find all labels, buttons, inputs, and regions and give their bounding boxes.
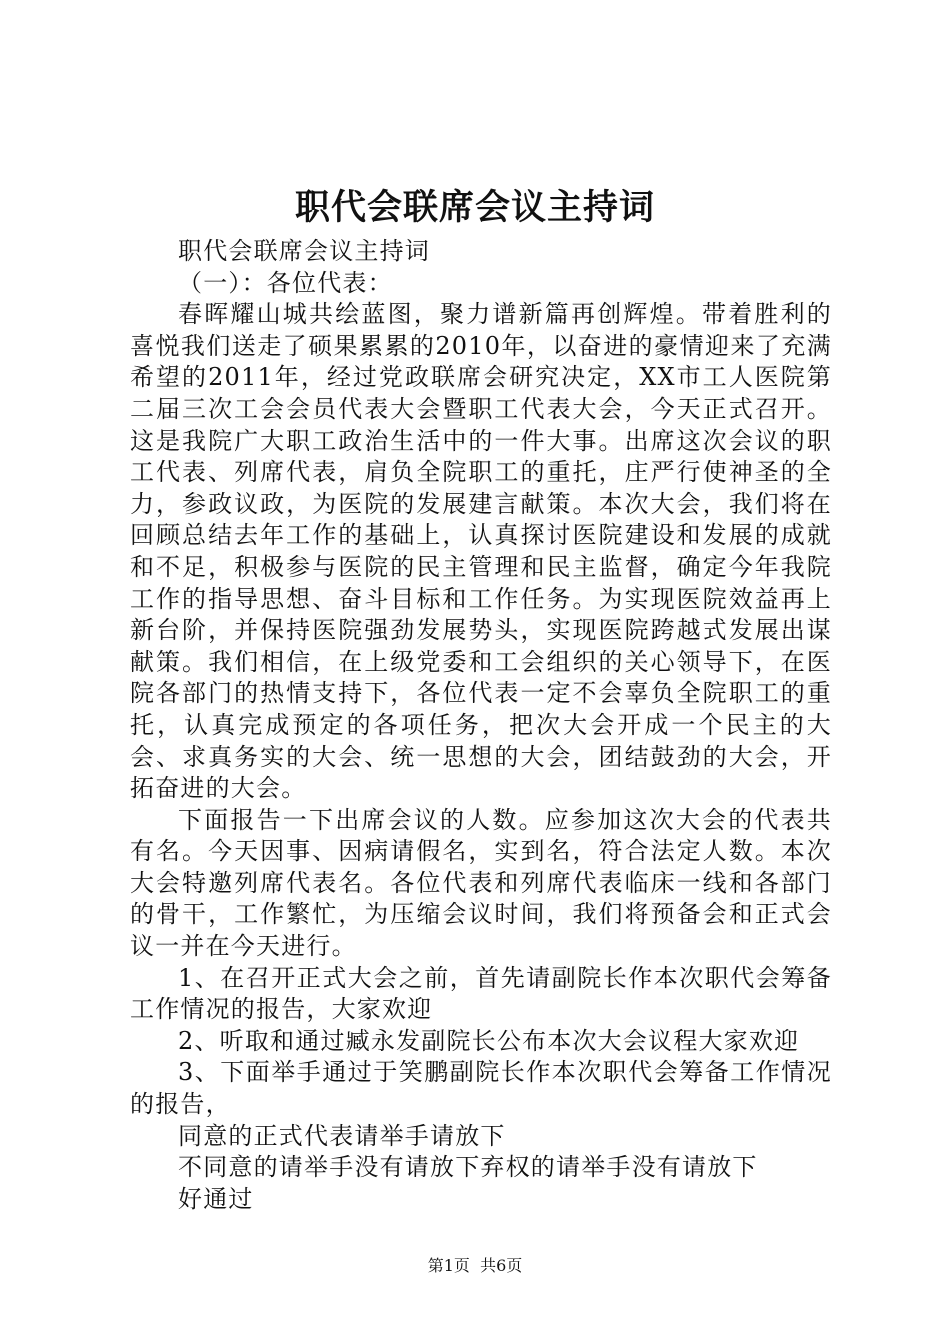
paragraph-subtitle: 职代会联席会议主持词 [178,237,430,265]
paragraph-vote-disagree: 不同意的请举手没有请放下弃权的请举手没有请放下 [178,1153,758,1182]
paragraph-item-3: 3、下面举手通过于笑鹏副院长作本次职代会筹备工作情况的报告， [130,1058,832,1119]
paragraph-item-1: 1、在召开正式大会之前，首先请副院长作本次职代会筹备工作情况的报告，大家欢迎 [130,963,832,1024]
paragraph-salutation: （一）：各位代表： [178,268,393,297]
document-title: 职代会联席会议主持词 [294,187,655,228]
paragraph-attendance: 下面报告一下出席会议的人数。应参加这次大会的代表共有名。今天因事、因病请假名，实到名，符合法定人数。本次大会特邀列席代表名。各位代表和列席代表临床一线和各部门的骨干，工作繁忙，为压缩会议时间，我们将预备会和正式会议一并在今天进行。 [130,805,832,961]
page-footer [0,1254,950,1278]
paragraph-passed: 好通过 [178,1184,254,1213]
paragraph-vote-agree: 同意的正式代表请举手请放下 [178,1121,506,1150]
document-body [130,236,832,1215]
page-number: 第1页 [427,1256,470,1275]
page-total: 共6页 [480,1256,523,1275]
paragraph-opening: 春晖耀山城共绘蓝图，聚力谱新篇再创辉煌。带着胜利的喜悦我们送走了硕果累累的2010年，以奋进的豪情迎来了充满希望的2011年，经过党政联席会研究决定，XX市工人医院第二届三次工会会员代表大会暨职工代表大会，今天正式召开。这是我院广大职工政治生活中的一件大事。出席这次会议的职工代表、列席代表，肩负全院职工的重托，庄严行使神圣的全力，参政议政，为医院的发展建言献策。本次大会，我们将在回顾总结去年工作的基础上，认真探讨医院建设和发展的成就和不足，积极参与医院的民主管理和民主监督，确定今年我院工作的指导思想、奋斗目标和工作任务。为实现医院效益再上新台阶，并保持医院强劲发展势头，实现医院跨越式发展出谋献策。我们相信，在上级党委和工会组织的关心领导下，在医院各部门的热情支持下，各位代表一定不会辜负全院职工的重托，认真完成预定的各项任务，把次大会开成一个民主的大会、求真务实的大会、统一思想的大会，团结鼓劲的大会，开拓奋进的大会。 [130,300,832,803]
paragraph-item-2: 2、听取和通过臧永发副院长公布本次大会议程大家欢迎 [178,1026,800,1055]
